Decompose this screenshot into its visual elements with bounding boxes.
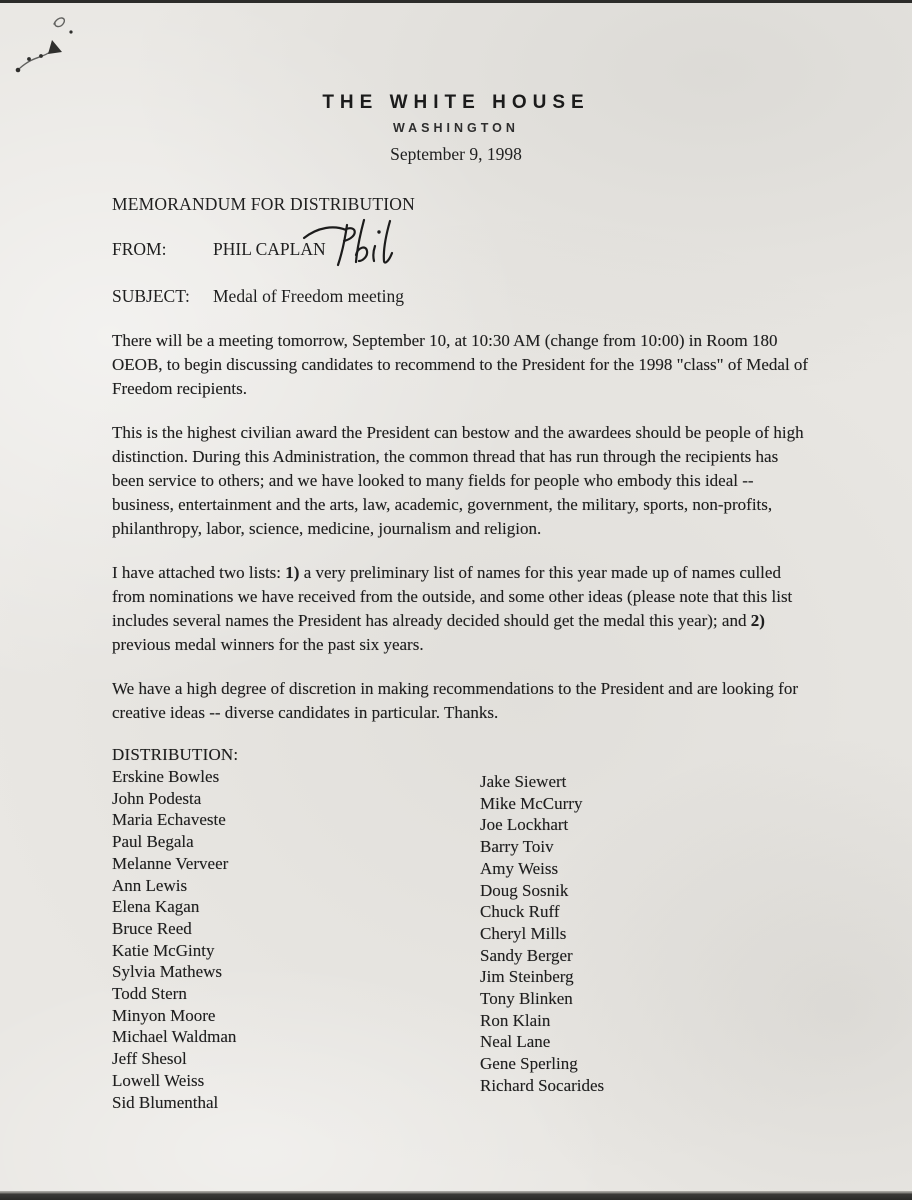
memo-heading: MEMORANDUM FOR DISTRIBUTION xyxy=(112,194,415,214)
distribution-name: Maria Echaveste xyxy=(112,810,226,830)
from-row xyxy=(112,239,812,259)
distribution-name: Barry Toiv xyxy=(480,837,554,857)
distribution-section xyxy=(112,744,812,1113)
memo-body xyxy=(112,194,812,1113)
distribution-name: Cheryl Mills xyxy=(480,923,567,943)
scan-edge-bottom xyxy=(0,1191,912,1200)
distribution-name: Paul Begala xyxy=(112,832,194,852)
distribution-name: Sandy Berger xyxy=(480,945,573,965)
distribution-name: Jake Siewert xyxy=(480,772,567,791)
subject-label: SUBJECT: xyxy=(112,286,190,306)
paragraph-attached-lists-post: previous medal winners for the past six years. xyxy=(112,635,424,654)
subject-row xyxy=(112,286,812,306)
letterhead xyxy=(0,0,912,166)
paragraph-meeting-details: There will be a meeting tomorrow, September 10, at 10:30 AM (change from 10:00) in Room 180 OEOB, to begin discussing candidates to recommend to the President for the 1998 "class" of Medal of Freedom recipients. xyxy=(112,331,809,398)
distribution-name: Bruce Reed xyxy=(112,918,192,938)
paragraph-attached-lists-pre: I have attached two lists: xyxy=(112,563,286,582)
distribution-name: Ron Klain xyxy=(480,1010,551,1030)
letterhead-date: September 9, 1998 xyxy=(390,144,522,164)
distribution-name: Todd Stern xyxy=(112,984,187,1004)
paragraph-closing: We have a high degree of discretion in making recommendations to the President and are looking for creative ideas -- diverse candidates in particular. Thanks. xyxy=(112,679,798,722)
letterhead-org: THE WHITE HOUSE xyxy=(322,92,590,113)
distribution-name: Michael Waldman xyxy=(112,1027,237,1047)
distribution-name: Erskine Bowles xyxy=(112,767,220,786)
pencil-mark-icon xyxy=(8,10,88,90)
distribution-left-column xyxy=(112,766,480,1113)
distribution-heading: DISTRIBUTION: xyxy=(112,745,239,764)
distribution-name: Neal Lane xyxy=(480,1032,551,1052)
paragraph-award-description: This is the highest civilian award the President can bestow and the awardees should be people of high distinction. During this Administration, the common thread that has run through the recipients has been service to others; and we have looked to many fields for people who embody this ideal -- business, entertainment and the arts, law, academic, government, the military, sports, non-profits, philanthropy, labor, science, medicine, journalism and religion. xyxy=(112,423,804,538)
distribution-name: John Podesta xyxy=(112,788,202,808)
from-value: PHIL CAPLAN xyxy=(213,239,326,259)
paragraph-attached-lists xyxy=(112,561,812,657)
list-number-2: 2) xyxy=(750,611,765,630)
distribution-name: Amy Weiss xyxy=(480,858,559,878)
distribution-name: Gene Sperling xyxy=(480,1054,578,1074)
distribution-name: Jim Steinberg xyxy=(480,967,574,987)
letterhead-city: WASHINGTON xyxy=(393,121,519,135)
distribution-name: Minyon Moore xyxy=(112,1005,216,1025)
distribution-name: Ann Lewis xyxy=(112,875,188,895)
distribution-name: Tony Blinken xyxy=(480,989,573,1009)
paragraph-attached-lists-mid: a very preliminary list of names for this year made up of names culled from nominations we have received from the outside, and some other ideas (please note that this list includes several names the President has already decided should get the medal this year); and xyxy=(112,563,793,630)
list-number-1: 1) xyxy=(285,563,300,582)
distribution-name: Richard Socarides xyxy=(480,1075,605,1095)
distribution-name: Doug Sosnik xyxy=(480,880,569,900)
subject-value: Medal of Freedom meeting xyxy=(213,286,404,306)
distribution-name: Elena Kagan xyxy=(112,897,200,917)
distribution-name: Melanne Verveer xyxy=(112,853,229,873)
distribution-name: Katie McGinty xyxy=(112,940,215,960)
distribution-name: Sid Blumenthal xyxy=(112,1092,219,1112)
distribution-name: Mike McCurry xyxy=(480,793,583,813)
distribution-columns xyxy=(112,766,812,1113)
distribution-right-column xyxy=(480,766,604,1097)
from-label: FROM: xyxy=(112,239,167,259)
distribution-name: Joe Lockhart xyxy=(480,815,569,835)
scan-edge-top xyxy=(0,0,912,3)
distribution-name: Jeff Shesol xyxy=(112,1049,187,1069)
distribution-name: Chuck Ruff xyxy=(480,902,560,922)
distribution-name: Sylvia Mathews xyxy=(112,962,223,982)
distribution-name: Lowell Weiss xyxy=(112,1070,205,1090)
